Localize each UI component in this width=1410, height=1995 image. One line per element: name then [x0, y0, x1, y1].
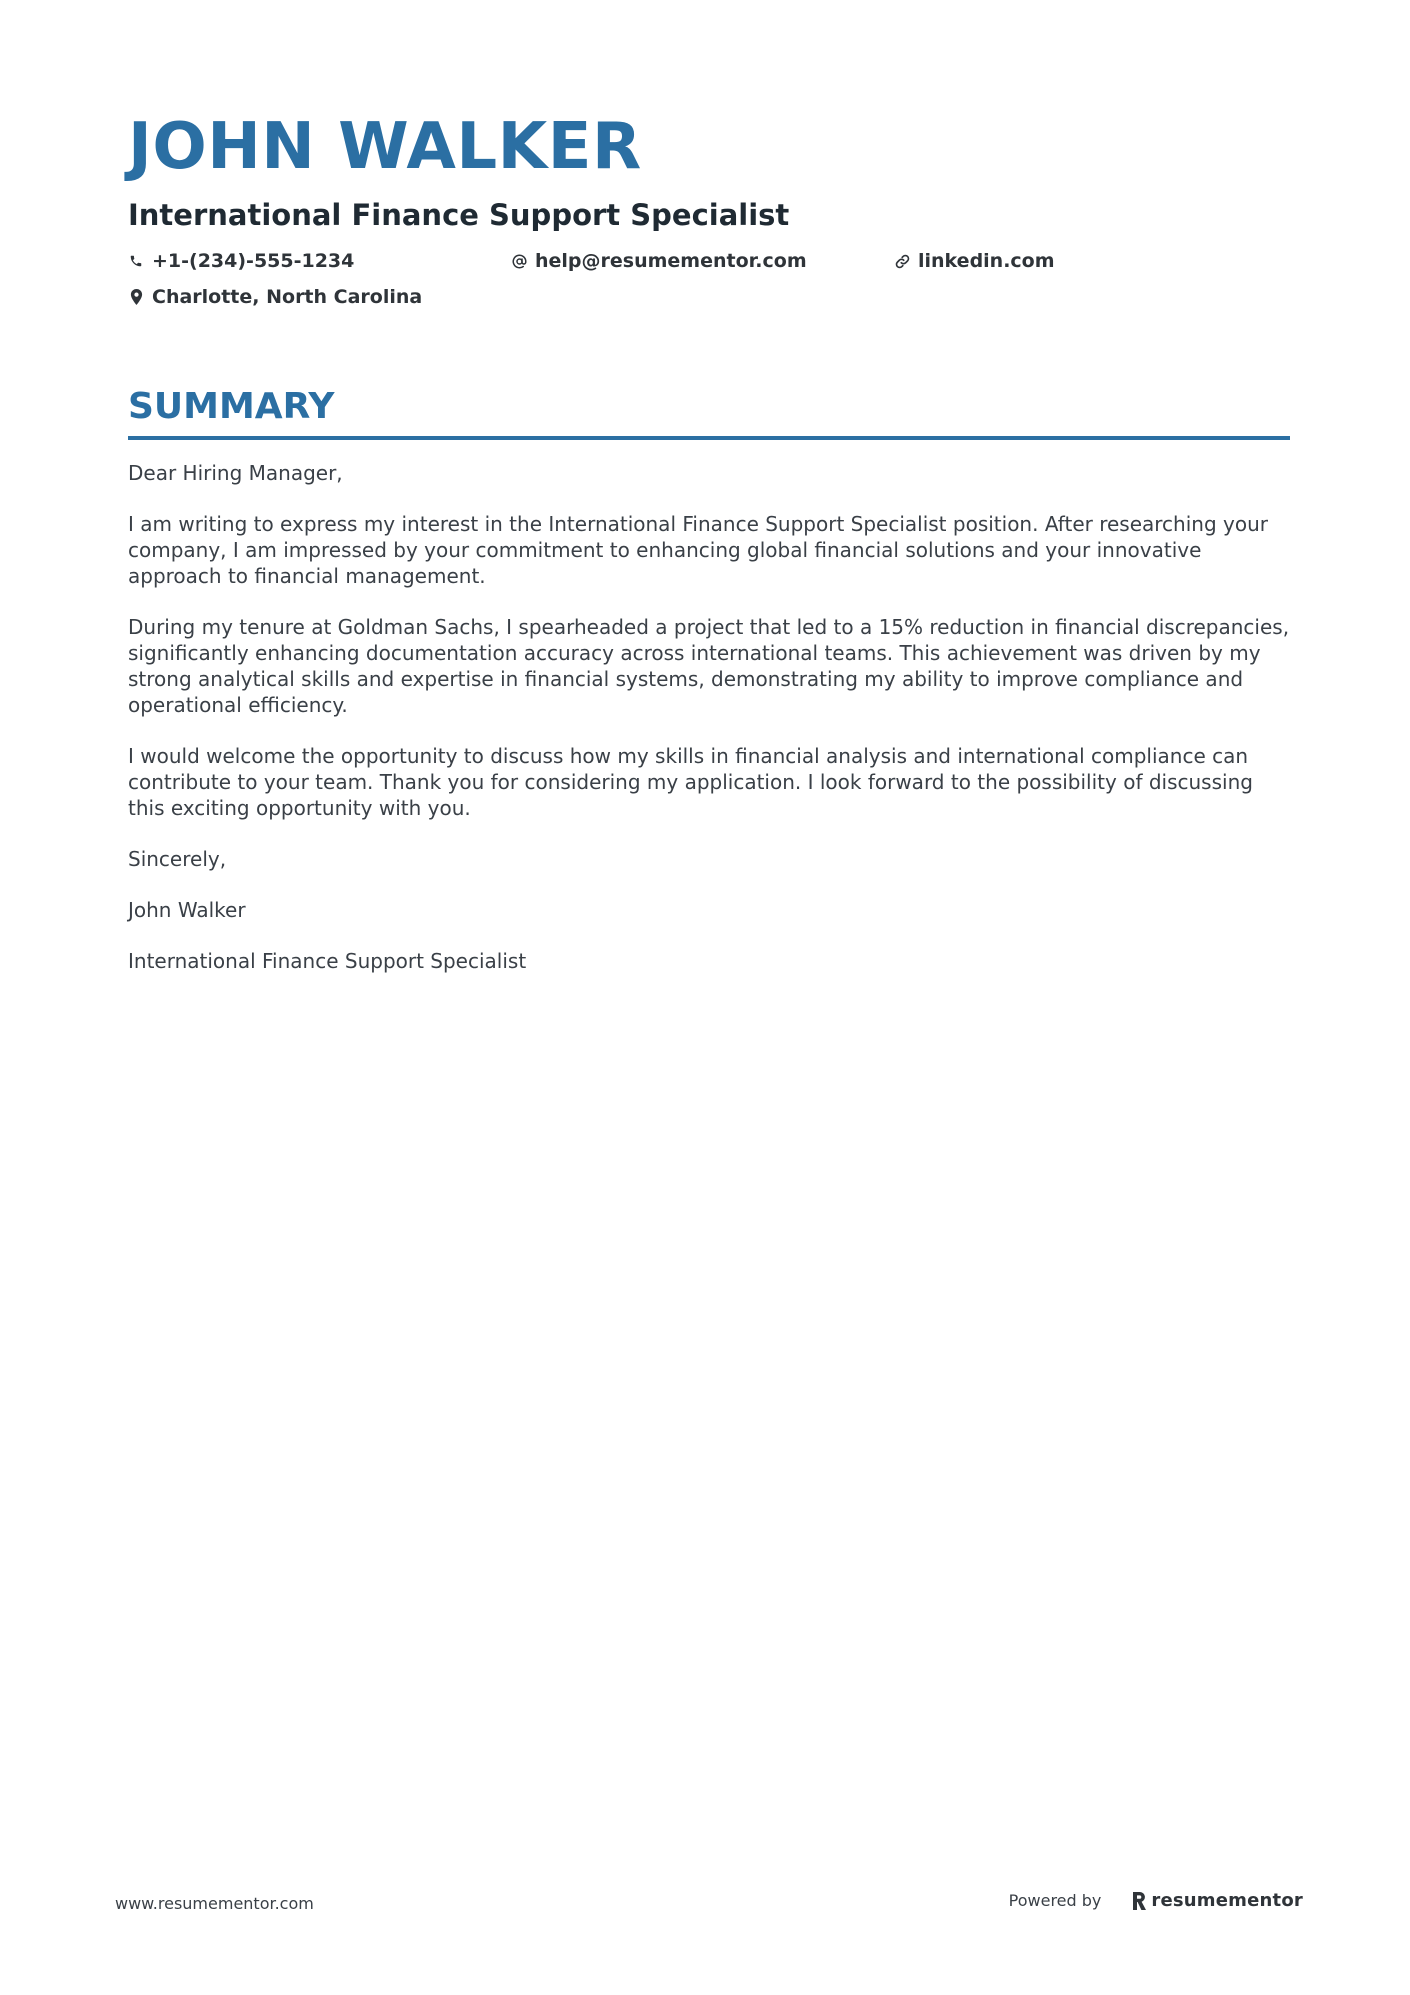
letter-paragraph-closing: I would welcome the opportunity to discuss how my skills in financial analysis and international compliance can contribute to your team. Thank you for considering my application. I look forward to the possibility of discussing this exciting opportunity with you. — [128, 744, 1253, 820]
phone-icon — [128, 252, 144, 270]
letter-signature-title: International Finance Support Specialist — [128, 949, 527, 973]
contact-website — [894, 248, 1274, 274]
website-link[interactable]: linkedin.com — [918, 250, 1055, 272]
resumementor-logo[interactable] — [1131, 1890, 1303, 1911]
footer-branding — [1009, 1890, 1303, 1911]
contact-info — [128, 248, 1290, 310]
link-icon — [894, 252, 910, 270]
location: Charlotte, North Carolina — [152, 286, 423, 308]
resumementor-logo-icon — [1131, 1891, 1147, 1911]
contact-location — [128, 284, 511, 310]
cover-letter-body — [128, 460, 1290, 974]
resume-content — [128, 108, 1290, 999]
letter-paragraph-achievement: During my tenure at Goldman Sachs, I spearheaded a project that led to a 15% reduction in financial discrepancies, significantly enhancing documentation accuracy across international teams. This achievement was driven by my strong analytical skills and expertise in financial systems, demonstrating my ability to improve compliance and operational efficiency. — [128, 615, 1290, 717]
letter-signature-name: John Walker — [128, 898, 246, 922]
phone-number: +1-(234)-555-1234 — [152, 250, 355, 272]
summary-heading: SUMMARY — [128, 386, 335, 427]
letter-signoff: Sincerely, — [128, 847, 227, 871]
letter-paragraph-intro: I am writing to express my interest in the International Finance Support Specialist position. After researching your company, I am impressed by your commitment to enhancing global financial solutions and your innovative approach to financial management. — [128, 512, 1268, 588]
contact-phone — [128, 248, 511, 274]
email-address[interactable]: help@resumementor.com — [535, 250, 807, 272]
job-title: International Finance Support Specialist — [128, 198, 790, 232]
map-pin-icon — [128, 288, 144, 306]
powered-by-label: Powered by — [1008, 1891, 1102, 1910]
letter-salutation: Dear Hiring Manager, — [128, 461, 343, 485]
footer-website[interactable]: www.resumementor.com — [115, 1894, 314, 1913]
at-sign-icon — [511, 252, 527, 270]
candidate-name: JOHN WALKER — [128, 110, 642, 184]
section-divider — [128, 436, 1290, 440]
brand-name: resumementor — [1151, 1890, 1303, 1911]
contact-email — [511, 248, 894, 274]
